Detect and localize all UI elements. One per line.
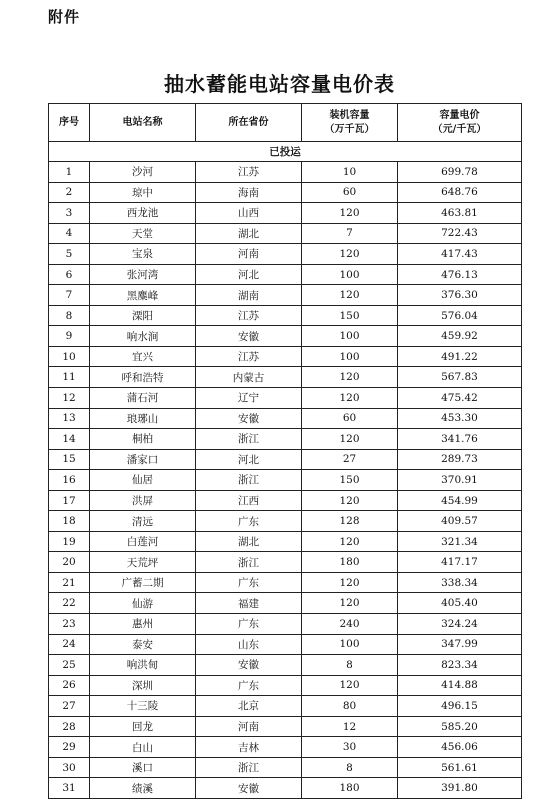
cell-station-name: 溪口 <box>90 757 196 778</box>
cell-price: 453.30 <box>398 408 522 429</box>
table-row <box>49 655 522 676</box>
cell-province: 海南 <box>196 182 302 203</box>
cell-capacity: 120 <box>302 367 398 388</box>
cell-station-name: 天堂 <box>90 223 196 244</box>
cell-index: 7 <box>49 285 90 306</box>
cell-price: 475.42 <box>398 388 522 409</box>
cell-price: 585.20 <box>398 716 522 737</box>
table-row <box>49 552 522 573</box>
cell-index: 11 <box>49 367 90 388</box>
table-row <box>49 778 522 799</box>
cell-index: 29 <box>49 737 90 758</box>
cell-station-name: 仙居 <box>90 470 196 491</box>
cell-index: 4 <box>49 223 90 244</box>
cell-index: 23 <box>49 614 90 635</box>
cell-index: 15 <box>49 449 90 470</box>
cell-province: 山西 <box>196 203 302 224</box>
cell-province: 广东 <box>196 614 302 635</box>
cell-province: 吉林 <box>196 737 302 758</box>
cell-capacity: 60 <box>302 182 398 203</box>
cell-capacity: 120 <box>302 285 398 306</box>
header-price <box>398 104 522 142</box>
cell-price: 391.80 <box>398 778 522 799</box>
cell-price: 496.15 <box>398 696 522 717</box>
cell-capacity: 8 <box>302 757 398 778</box>
table-row <box>49 593 522 614</box>
cell-index: 25 <box>49 655 90 676</box>
table-row <box>49 511 522 532</box>
cell-province: 安徽 <box>196 778 302 799</box>
cell-index: 18 <box>49 511 90 532</box>
cell-price: 321.34 <box>398 531 522 552</box>
cell-price: 417.17 <box>398 552 522 573</box>
table-row <box>49 162 522 183</box>
cell-price: 338.34 <box>398 572 522 593</box>
cell-capacity: 180 <box>302 552 398 573</box>
cell-station-name: 蒲石河 <box>90 388 196 409</box>
cell-capacity: 240 <box>302 614 398 635</box>
cell-station-name: 琅琊山 <box>90 408 196 429</box>
cell-capacity: 100 <box>302 264 398 285</box>
cell-station-name: 响水涧 <box>90 326 196 347</box>
cell-station-name: 回龙 <box>90 716 196 737</box>
cell-station-name: 深圳 <box>90 675 196 696</box>
cell-station-name: 天荒坪 <box>90 552 196 573</box>
cell-price: 722.43 <box>398 223 522 244</box>
cell-price: 414.88 <box>398 675 522 696</box>
cell-price: 648.76 <box>398 182 522 203</box>
cell-price: 476.13 <box>398 264 522 285</box>
cell-station-name: 泰安 <box>90 634 196 655</box>
cell-price: 456.06 <box>398 737 522 758</box>
table-row <box>49 264 522 285</box>
cell-province: 江苏 <box>196 346 302 367</box>
attachment-label: 附件 <box>48 8 81 26</box>
cell-capacity: 8 <box>302 655 398 676</box>
capacity-price-table <box>48 103 522 799</box>
cell-province: 浙江 <box>196 552 302 573</box>
cell-capacity: 120 <box>302 203 398 224</box>
table-row <box>49 634 522 655</box>
cell-price: 409.57 <box>398 511 522 532</box>
cell-index: 12 <box>49 388 90 409</box>
cell-capacity: 150 <box>302 305 398 326</box>
table-row <box>49 490 522 511</box>
cell-index: 1 <box>49 162 90 183</box>
table-row <box>49 326 522 347</box>
cell-province: 安徽 <box>196 655 302 676</box>
cell-capacity: 12 <box>302 716 398 737</box>
cell-province: 湖南 <box>196 285 302 306</box>
cell-index: 27 <box>49 696 90 717</box>
table-row <box>49 675 522 696</box>
header-capacity-line2: （万千瓦） <box>324 123 375 135</box>
cell-price: 459.92 <box>398 326 522 347</box>
cell-province: 江西 <box>196 490 302 511</box>
cell-station-name: 张河湾 <box>90 264 196 285</box>
cell-capacity: 120 <box>302 429 398 450</box>
cell-capacity: 10 <box>302 162 398 183</box>
cell-province: 辽宁 <box>196 388 302 409</box>
table-row <box>49 388 522 409</box>
cell-capacity: 30 <box>302 737 398 758</box>
cell-capacity: 120 <box>302 531 398 552</box>
section-label: 已投运 <box>49 142 522 162</box>
cell-province: 河北 <box>196 264 302 285</box>
cell-price: 567.83 <box>398 367 522 388</box>
cell-province: 安徽 <box>196 408 302 429</box>
cell-station-name: 沙河 <box>90 162 196 183</box>
cell-capacity: 120 <box>302 490 398 511</box>
cell-index: 30 <box>49 757 90 778</box>
cell-index: 8 <box>49 305 90 326</box>
table-row <box>49 449 522 470</box>
table-row <box>49 223 522 244</box>
cell-price: 347.99 <box>398 634 522 655</box>
cell-station-name: 溧阳 <box>90 305 196 326</box>
cell-station-name: 绩溪 <box>90 778 196 799</box>
table-row <box>49 716 522 737</box>
cell-province: 河北 <box>196 449 302 470</box>
cell-index: 21 <box>49 572 90 593</box>
table-row <box>49 696 522 717</box>
cell-province: 浙江 <box>196 757 302 778</box>
cell-station-name: 宜兴 <box>90 346 196 367</box>
cell-capacity: 80 <box>302 696 398 717</box>
cell-price: 289.73 <box>398 449 522 470</box>
table-row <box>49 285 522 306</box>
cell-station-name: 响洪甸 <box>90 655 196 676</box>
cell-index: 10 <box>49 346 90 367</box>
cell-price: 699.78 <box>398 162 522 183</box>
cell-price: 324.24 <box>398 614 522 635</box>
cell-capacity: 128 <box>302 511 398 532</box>
cell-capacity: 27 <box>302 449 398 470</box>
cell-index: 13 <box>49 408 90 429</box>
header-price-line2: （元/千瓦） <box>432 123 487 135</box>
cell-province: 广东 <box>196 675 302 696</box>
section-row <box>49 142 522 162</box>
cell-station-name: 白山 <box>90 737 196 758</box>
cell-province: 河南 <box>196 716 302 737</box>
cell-province: 内蒙古 <box>196 367 302 388</box>
table-row <box>49 531 522 552</box>
cell-capacity: 150 <box>302 470 398 491</box>
cell-capacity: 120 <box>302 244 398 265</box>
cell-station-name: 十三陵 <box>90 696 196 717</box>
cell-index: 5 <box>49 244 90 265</box>
cell-station-name: 呼和浩特 <box>90 367 196 388</box>
table-row <box>49 367 522 388</box>
cell-station-name: 黑麋峰 <box>90 285 196 306</box>
table-row <box>49 305 522 326</box>
cell-index: 19 <box>49 531 90 552</box>
header-price-line1: 容量电价 <box>439 109 480 121</box>
cell-capacity: 120 <box>302 675 398 696</box>
header-index: 序号 <box>49 104 90 142</box>
table-row <box>49 203 522 224</box>
table-row <box>49 244 522 265</box>
cell-station-name: 清远 <box>90 511 196 532</box>
cell-price: 561.61 <box>398 757 522 778</box>
cell-capacity: 120 <box>302 593 398 614</box>
table-row <box>49 614 522 635</box>
table-row <box>49 737 522 758</box>
cell-index: 20 <box>49 552 90 573</box>
table-row <box>49 182 522 203</box>
cell-province: 河南 <box>196 244 302 265</box>
cell-province: 福建 <box>196 593 302 614</box>
cell-province: 江苏 <box>196 305 302 326</box>
cell-price: 417.43 <box>398 244 522 265</box>
cell-capacity: 7 <box>302 223 398 244</box>
cell-capacity: 180 <box>302 778 398 799</box>
cell-capacity: 100 <box>302 346 398 367</box>
cell-station-name: 潘家口 <box>90 449 196 470</box>
cell-price: 341.76 <box>398 429 522 450</box>
table-row <box>49 429 522 450</box>
cell-province: 北京 <box>196 696 302 717</box>
header-capacity <box>302 104 398 142</box>
cell-province: 安徽 <box>196 326 302 347</box>
cell-index: 16 <box>49 470 90 491</box>
cell-station-name: 仙游 <box>90 593 196 614</box>
cell-index: 22 <box>49 593 90 614</box>
cell-price: 823.34 <box>398 655 522 676</box>
cell-price: 405.40 <box>398 593 522 614</box>
cell-station-name: 广蓄二期 <box>90 572 196 593</box>
cell-index: 28 <box>49 716 90 737</box>
document-title: 抽水蓄能电站容量电价表 <box>164 72 395 96</box>
cell-index: 14 <box>49 429 90 450</box>
cell-capacity: 100 <box>302 326 398 347</box>
cell-station-name: 洪屏 <box>90 490 196 511</box>
table-row <box>49 408 522 429</box>
cell-index: 31 <box>49 778 90 799</box>
table-row <box>49 470 522 491</box>
cell-index: 17 <box>49 490 90 511</box>
cell-price: 376.30 <box>398 285 522 306</box>
cell-price: 370.91 <box>398 470 522 491</box>
cell-province: 山东 <box>196 634 302 655</box>
cell-station-name: 宝泉 <box>90 244 196 265</box>
table-header-row <box>49 104 522 142</box>
cell-province: 江苏 <box>196 162 302 183</box>
cell-station-name: 琼中 <box>90 182 196 203</box>
cell-index: 2 <box>49 182 90 203</box>
cell-index: 3 <box>49 203 90 224</box>
table-row <box>49 346 522 367</box>
cell-capacity: 100 <box>302 634 398 655</box>
cell-capacity: 60 <box>302 408 398 429</box>
cell-province: 广东 <box>196 511 302 532</box>
cell-index: 24 <box>49 634 90 655</box>
cell-index: 26 <box>49 675 90 696</box>
cell-province: 浙江 <box>196 470 302 491</box>
cell-province: 广东 <box>196 572 302 593</box>
cell-station-name: 惠州 <box>90 614 196 635</box>
table-row <box>49 572 522 593</box>
cell-capacity: 120 <box>302 388 398 409</box>
cell-index: 6 <box>49 264 90 285</box>
cell-price: 576.04 <box>398 305 522 326</box>
cell-province: 浙江 <box>196 429 302 450</box>
cell-capacity: 120 <box>302 572 398 593</box>
cell-province: 湖北 <box>196 531 302 552</box>
cell-price: 463.81 <box>398 203 522 224</box>
cell-price: 491.22 <box>398 346 522 367</box>
cell-province: 湖北 <box>196 223 302 244</box>
header-capacity-line1: 装机容量 <box>329 109 370 121</box>
cell-station-name: 桐柏 <box>90 429 196 450</box>
cell-station-name: 白莲河 <box>90 531 196 552</box>
cell-index: 9 <box>49 326 90 347</box>
cell-price: 454.99 <box>398 490 522 511</box>
header-station-name: 电站名称 <box>90 104 196 142</box>
cell-station-name: 西龙池 <box>90 203 196 224</box>
table-row <box>49 757 522 778</box>
header-province: 所在省份 <box>196 104 302 142</box>
